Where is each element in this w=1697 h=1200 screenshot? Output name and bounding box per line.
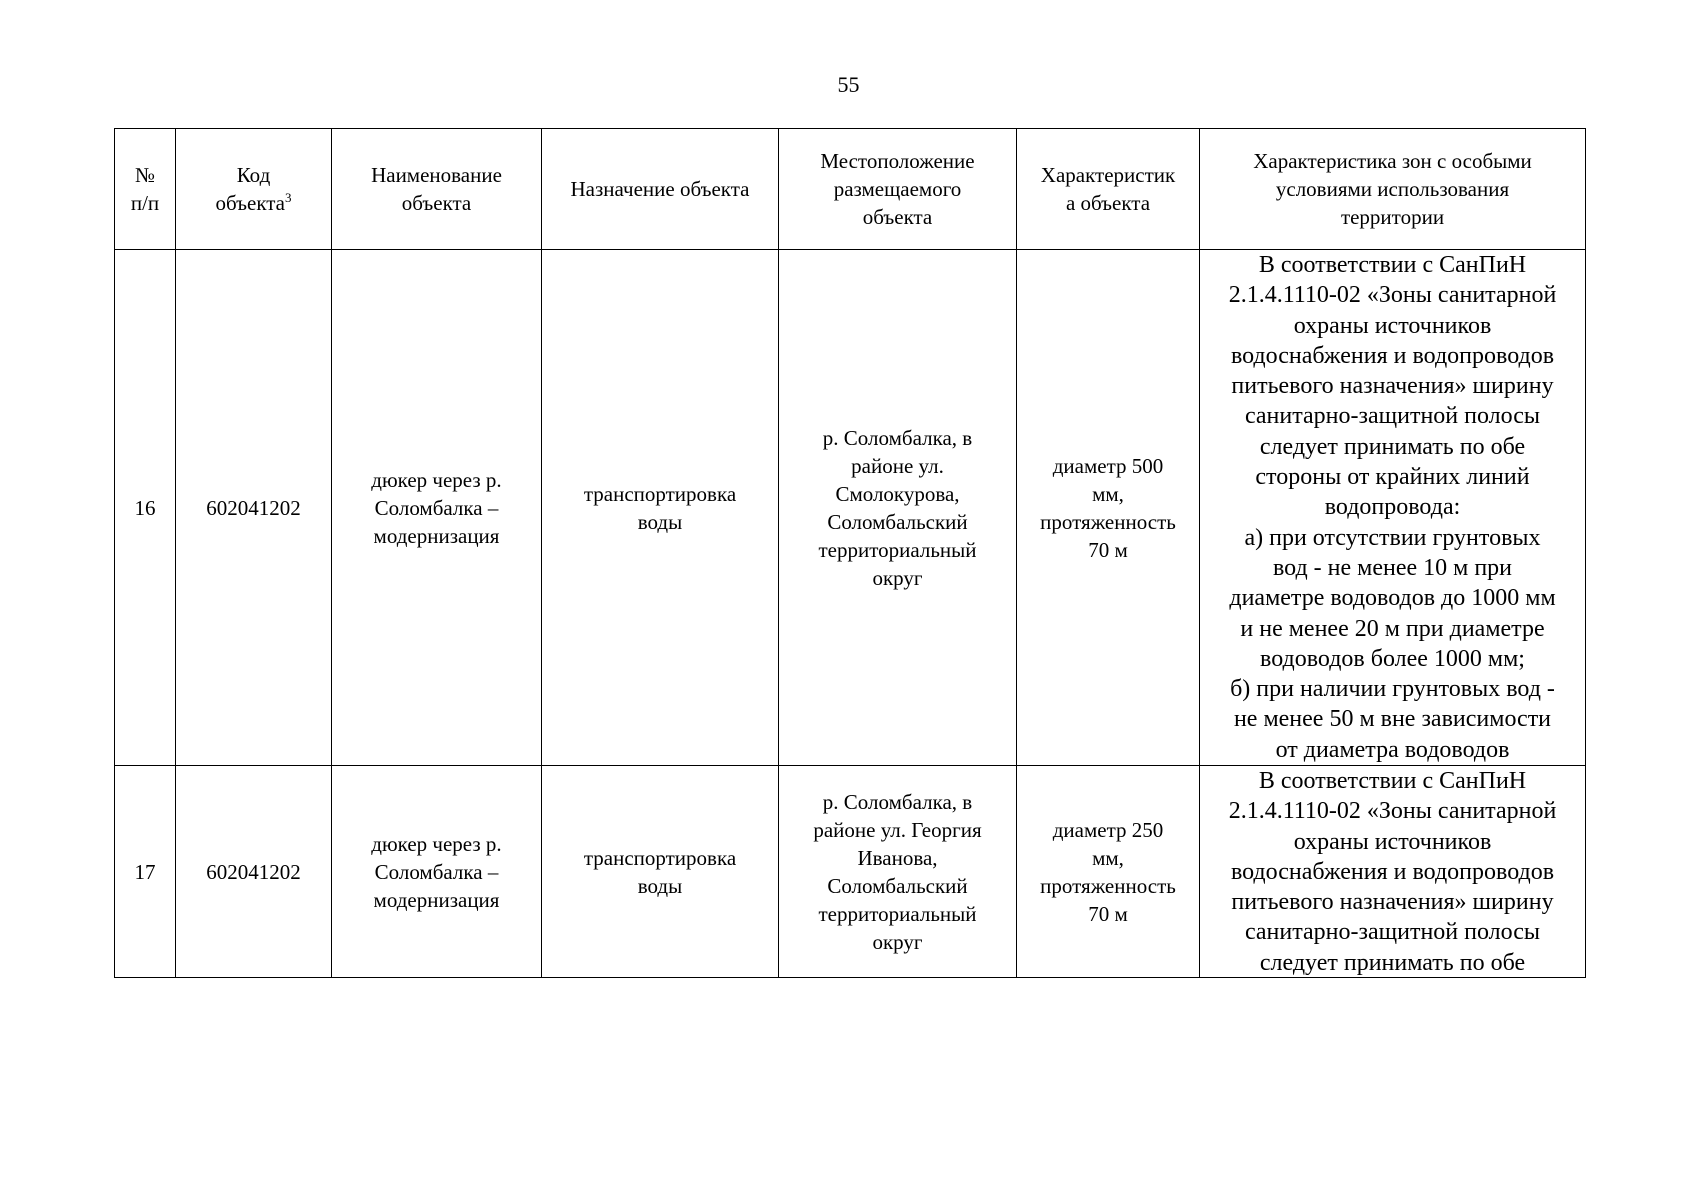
cell-purpose: транспортировка воды bbox=[542, 250, 779, 766]
cell-zones-text: В соответствии с СанПиН 2.1.4.1110-02 «Зоны санитарной охраны источников водоснабжения и водопроводов питьевого назначения» ширину санитарно-защитной полосы следует принимать по обе bbox=[1228, 768, 1557, 976]
header-characteristics: Характеристик а объекта bbox=[1017, 129, 1200, 250]
cell-characteristics: диаметр 250 мм, протяженность 70 м bbox=[1017, 766, 1200, 978]
cell-zones bbox=[1200, 250, 1586, 766]
header-code-label: Код объекта bbox=[215, 163, 286, 215]
header-name: Наименование объекта bbox=[332, 129, 542, 250]
cell-number: 17 bbox=[115, 766, 176, 978]
header-location: Местоположение размещаемого объекта bbox=[779, 129, 1017, 250]
cell-code: 602041202 bbox=[176, 250, 332, 766]
cell-location: р. Соломбалка, в районе ул. Георгия Иванова, Соломбальский территориальный округ bbox=[779, 766, 1017, 978]
table-header-row bbox=[115, 129, 1586, 250]
header-number: № п/п bbox=[115, 129, 176, 250]
header-zones: Характеристика зон с особыми условиями использования территории bbox=[1200, 129, 1586, 250]
header-code bbox=[176, 129, 332, 250]
table-row bbox=[115, 250, 1586, 766]
cell-zones-text: В соответствии с СанПиН 2.1.4.1110-02 «Зоны санитарной охраны источников водоснабжения и водопроводов питьевого назначения» ширину санитарно-защитной полосы следует принимать по обе стороны от крайних линий водопровода: а) при отсутствии грунтовых вод - не менее 10 м при диаметре водоводов до 1000 мм и не менее 20 м при диаметре водоводов более 1000 мм; б) при наличии грунтовых вод - не менее 50 м вне зависимости от диаметра водоводов bbox=[1228, 252, 1557, 763]
cell-zones bbox=[1200, 766, 1586, 978]
cell-name: дюкер через р. Соломбалка – модернизация bbox=[332, 766, 542, 978]
header-purpose: Назначение объекта bbox=[542, 129, 779, 250]
cell-characteristics: диаметр 500 мм, протяженность 70 м bbox=[1017, 250, 1200, 766]
cell-name: дюкер через р. Соломбалка – модернизация bbox=[332, 250, 542, 766]
cell-code: 602041202 bbox=[176, 766, 332, 978]
header-code-footnote: 3 bbox=[285, 190, 292, 205]
page-number: 55 bbox=[837, 72, 860, 97]
table-row bbox=[115, 766, 1586, 978]
objects-table bbox=[114, 128, 1586, 978]
cell-location: р. Соломбалка, в районе ул. Смолокурова, Соломбальский территориальный округ bbox=[779, 250, 1017, 766]
cell-purpose: транспортировка воды bbox=[542, 766, 779, 978]
cell-number: 16 bbox=[115, 250, 176, 766]
